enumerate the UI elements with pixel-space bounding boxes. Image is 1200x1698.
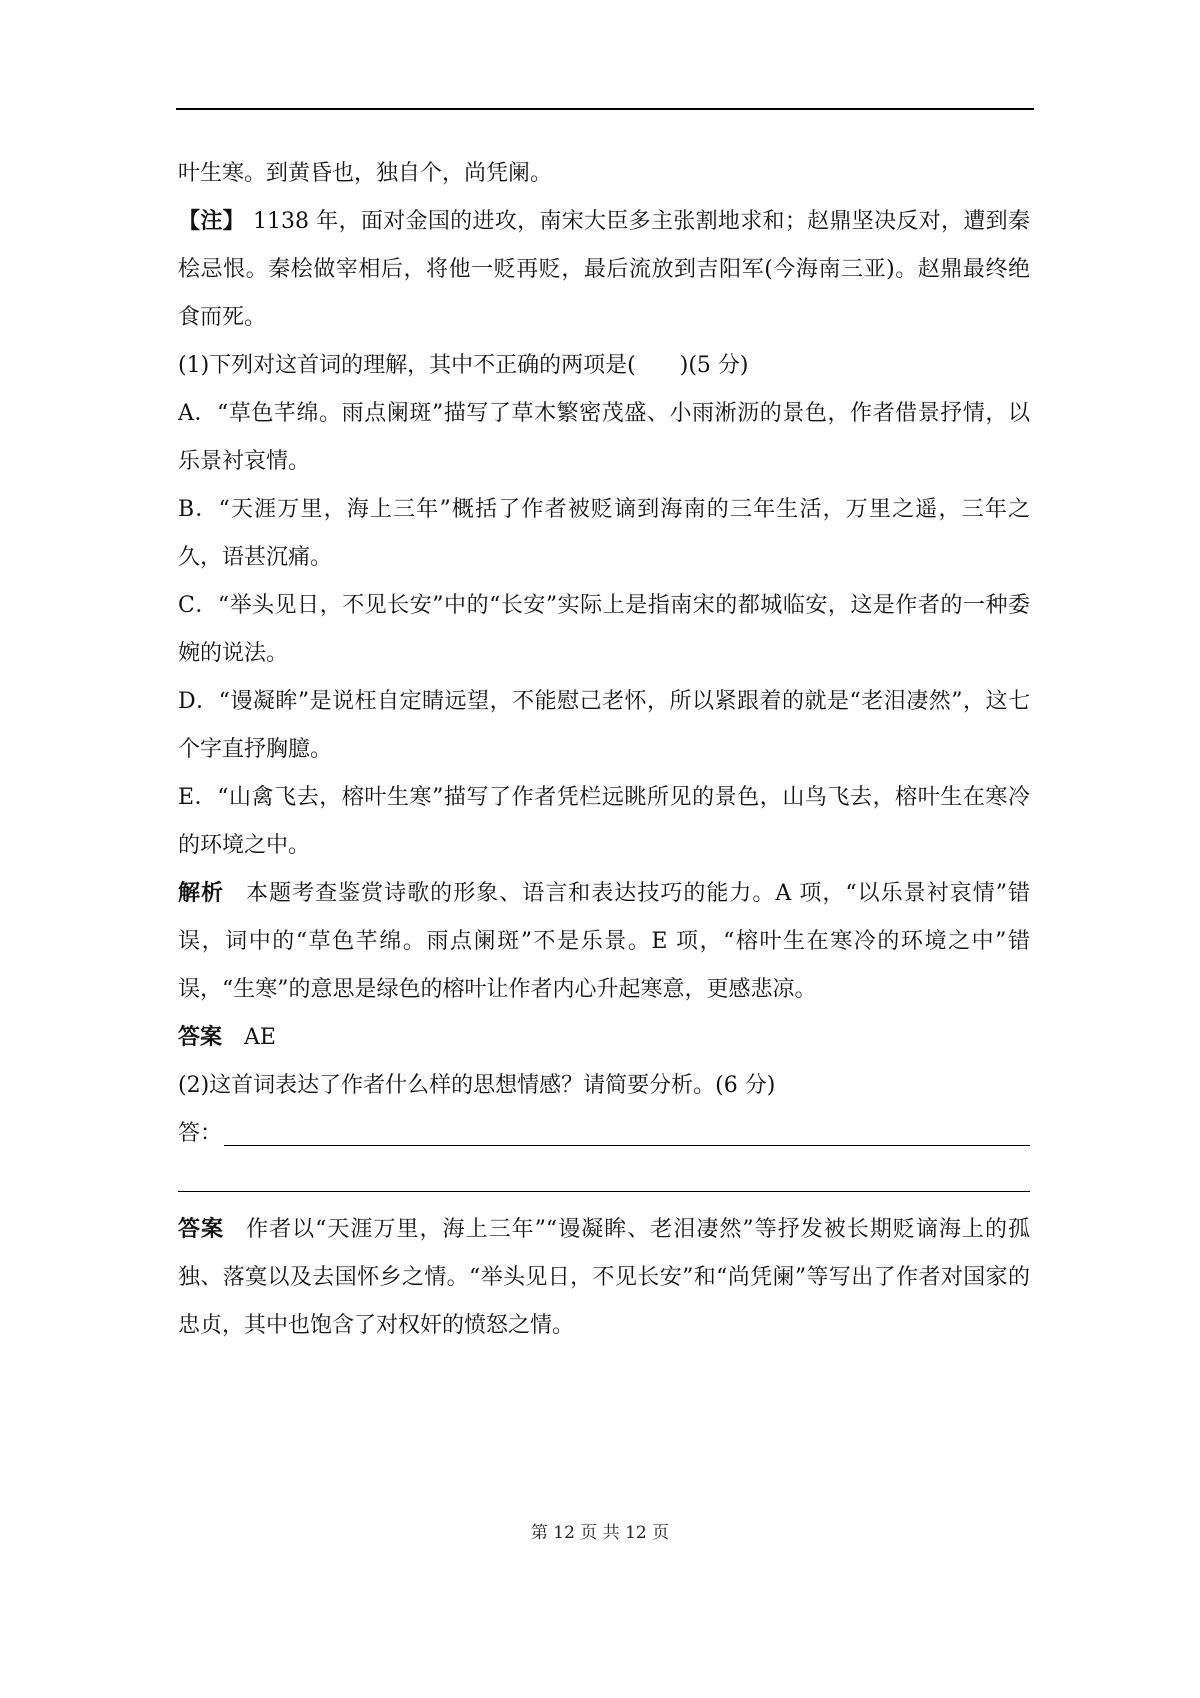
option-e: E．“山禽飞去，榕叶生寒”描写了作者凭栏远眺所见的景色，山鸟飞去，榕叶生在寒冷的环境之中。	[178, 785, 1030, 858]
answer-blank-line-1[interactable]	[224, 1145, 1030, 1146]
page-footer: 第 12 页 共 12 页	[530, 1523, 670, 1543]
answer-2-paragraph	[178, 1206, 1030, 1350]
poem-tail: 叶生寒。到黄昏也，独自个，尚凭阑。	[178, 161, 553, 186]
question-2-stem: (2)这首词表达了作者什么样的思想情感？请简要分析。(6 分)	[178, 1073, 776, 1098]
answer-1-paragraph	[178, 1014, 1030, 1062]
option-d: D．“谩凝眸”是说枉自定睛远望，不能慰己老怀，所以紧跟着的就是“老泪凄然”，这七个字直抒胸臆。	[178, 689, 1030, 762]
page-content	[178, 150, 1030, 1350]
answer-1-text: AE	[244, 1025, 276, 1050]
answer-blank-line-2[interactable]	[178, 1191, 1030, 1192]
answer-blank-row-1[interactable]	[178, 1110, 1030, 1158]
option-a: A．“草色芊绵。雨点阑斑”描写了草木繁密茂盛、小雨淅沥的景色，作者借景抒情，以乐景衬哀情。	[178, 401, 1030, 474]
question-1-stem: (1)下列对这首词的理解，其中不正确的两项是( )(5 分)	[178, 353, 749, 378]
header-rule	[176, 108, 1034, 110]
analysis-paragraph	[178, 870, 1030, 1014]
note-label: 【注】	[178, 209, 245, 234]
answer-1-label: 答案	[178, 1025, 223, 1050]
answer-blank-row-2[interactable]	[178, 1158, 1030, 1206]
analysis-label: 解析	[178, 881, 225, 906]
answer-prompt: 答：	[178, 1121, 223, 1146]
note-paragraph	[178, 198, 1030, 342]
option-b: B．“天涯万里，海上三年”概括了作者被贬谪到海南的三年生活，万里之遥，三年之久，语甚沉痛。	[178, 497, 1030, 570]
analysis-text: 本题考查鉴赏诗歌的形象、语言和表达技巧的能力。A 项，“以乐景衬哀情”错误，词中的“草色芊绵。雨点阑斑”不是乐景。E 项，“榕叶生在寒冷的环境之中”错误，“生寒”的意思是绿色的榕叶让作者内心升起寒意，更感悲凉。	[178, 881, 1030, 1002]
option-c: C．“举头见日，不见长安”中的“长安”实际上是指南宋的都城临安，这是作者的一种委婉的说法。	[178, 593, 1030, 666]
answer-2-text: 作者以“天涯万里，海上三年”“谩凝眸、老泪凄然”等抒发被长期贬谪海上的孤独、落寞以及去国怀乡之情。“举头见日，不见长安”和“尚凭阑”等写出了作者对国家的忠贞，其中也饱含了对权奸的愤怒之情。	[178, 1217, 1030, 1338]
answer-2-label: 答案	[178, 1217, 225, 1242]
note-text: 1138 年，面对金国的进攻，南宋大臣多主张割地求和；赵鼎坚决反对，遭到秦桧忌恨。秦桧做宰相后，将他一贬再贬，最后流放到吉阳军(今海南三亚)。赵鼎最终绝食而死。	[178, 209, 1030, 330]
